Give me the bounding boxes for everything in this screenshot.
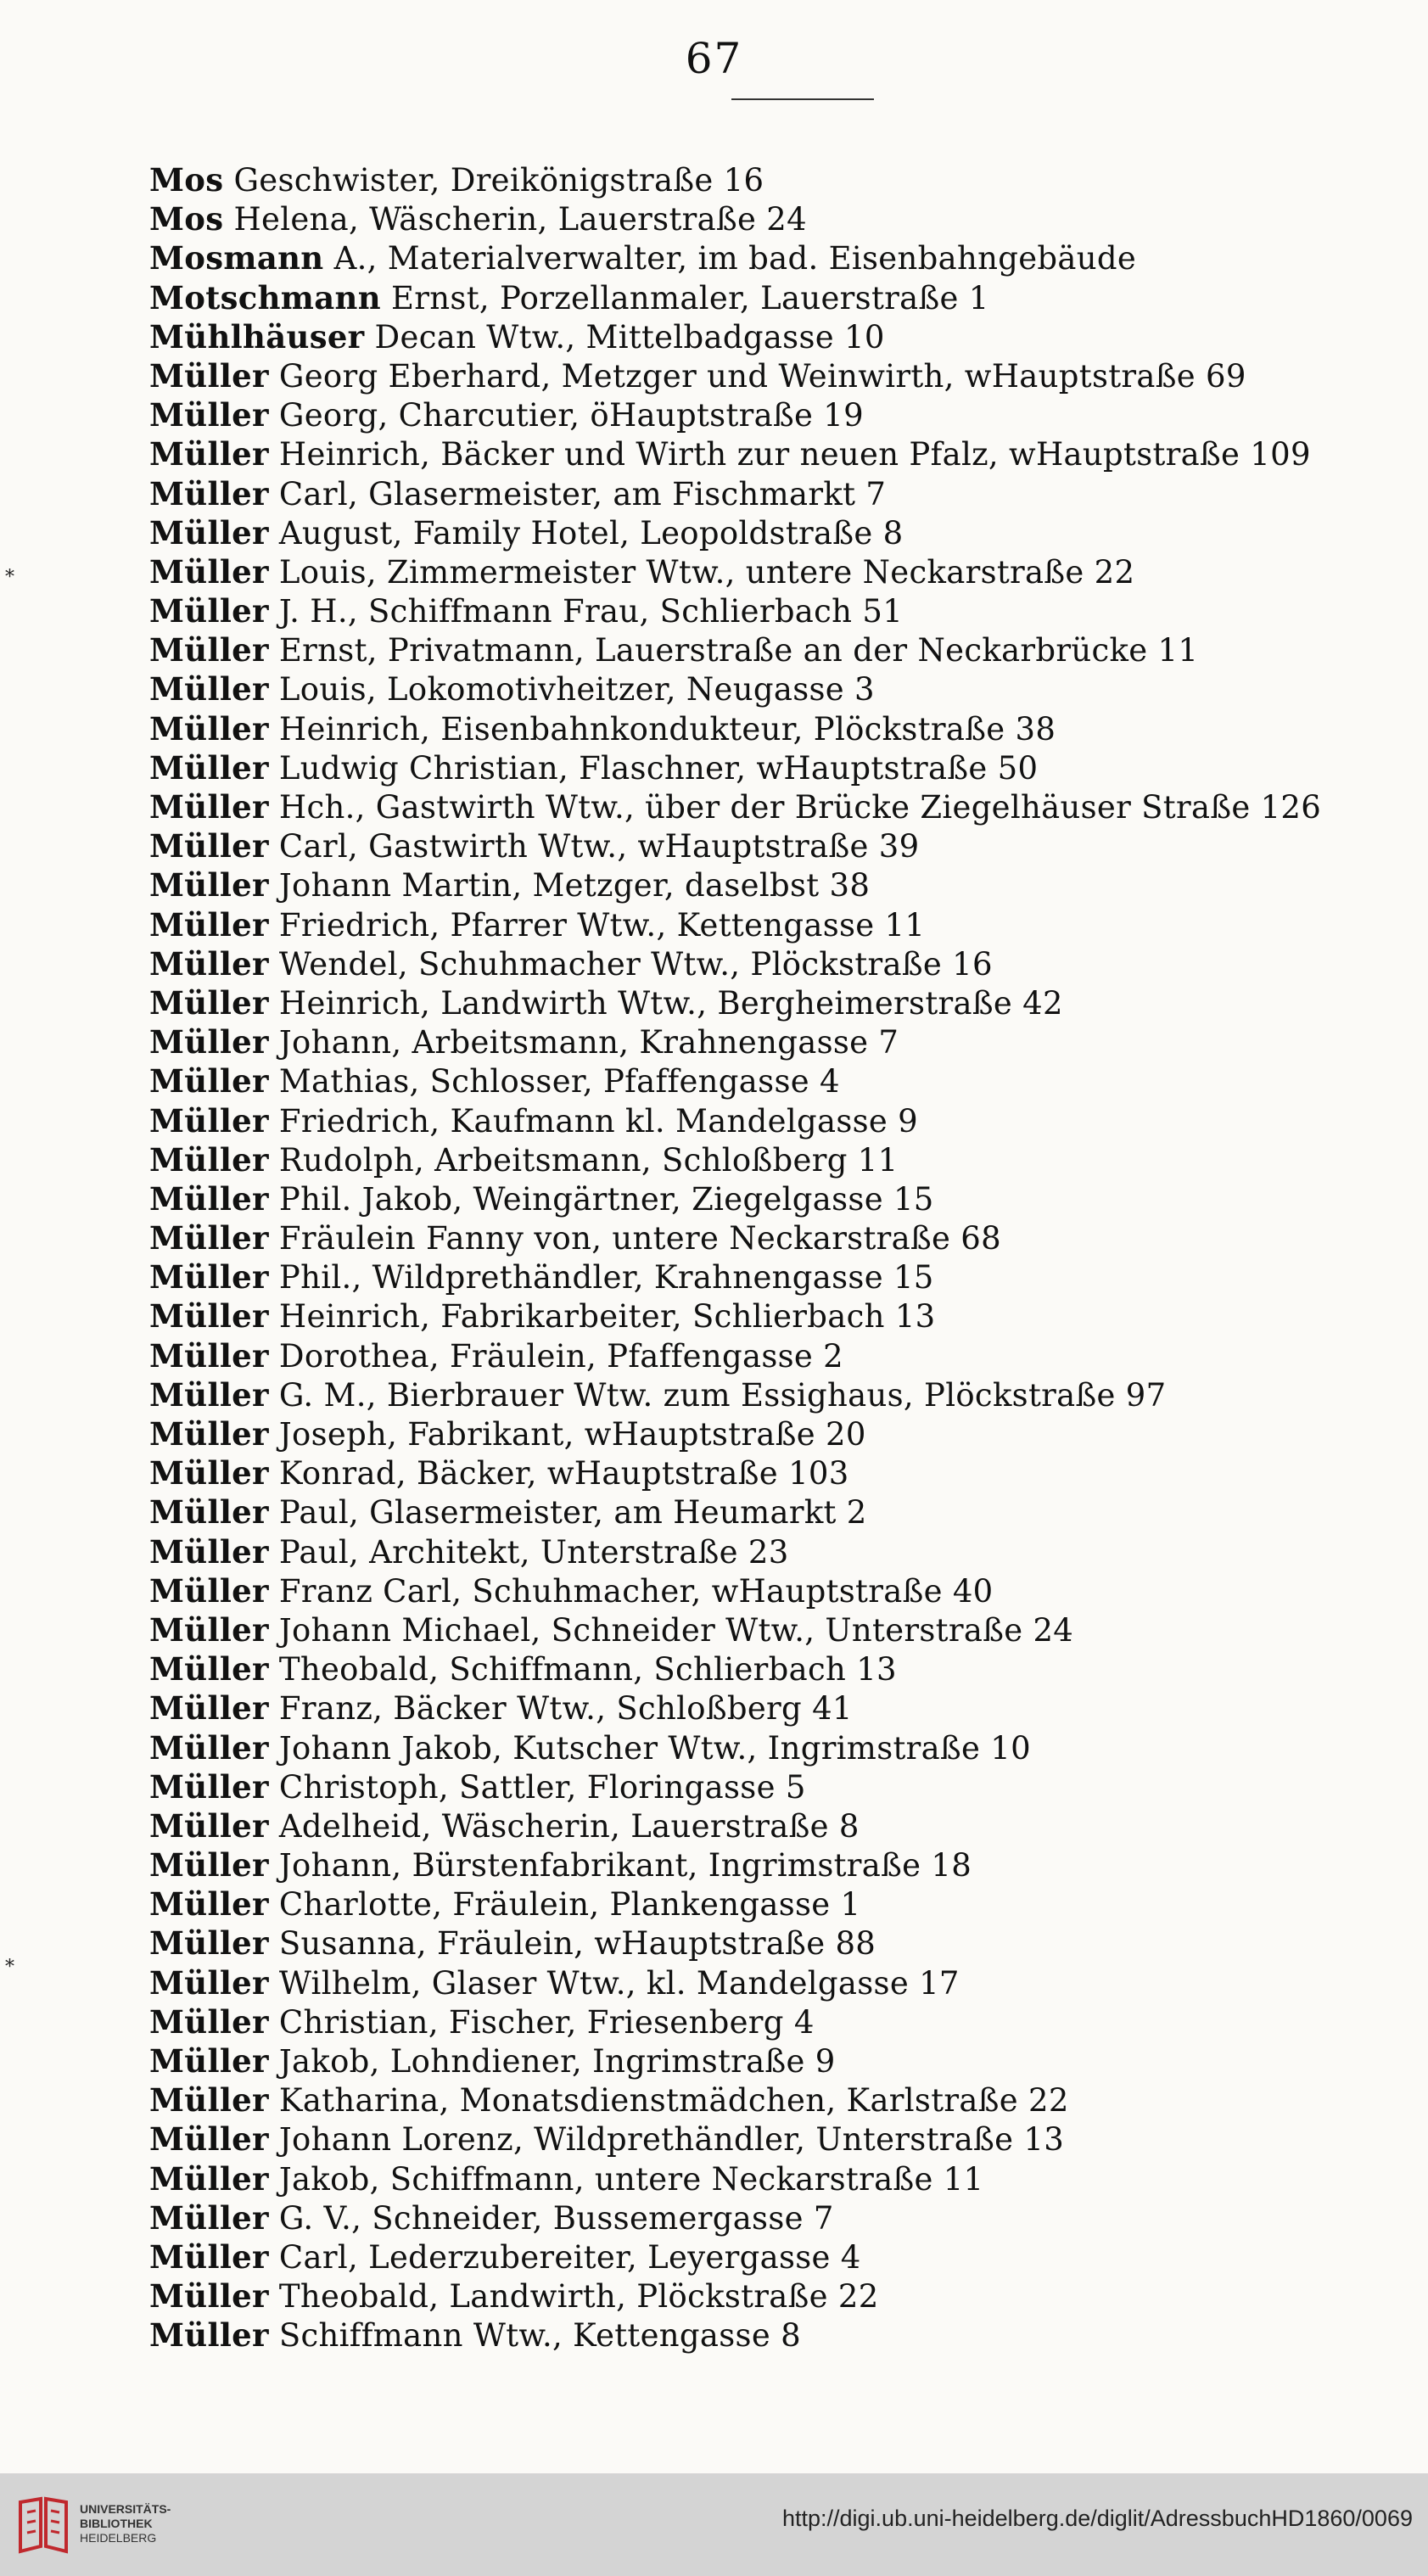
- entry-surname: Müller: [149, 1493, 269, 1532]
- entry-surname: Müller: [149, 1415, 269, 1453]
- directory-entry: [149, 1218, 1405, 1257]
- entry-details: A., Materialverwalter, im bad. Eisenbahngebäude: [333, 240, 1137, 277]
- directory-entry: [149, 2198, 1405, 2237]
- directory-entry: [149, 1963, 1405, 2002]
- entry-surname: Müller: [149, 1689, 269, 1728]
- entry-surname: Müller: [149, 1219, 269, 1257]
- directory-entry: [149, 1296, 1405, 1336]
- entry-surname: Müller: [149, 866, 269, 904]
- entry-details: Heinrich, Bäcker und Wirth zur neuen Pfalz, wHauptstraße 109: [278, 436, 1311, 473]
- entry-surname: Müller: [149, 1297, 269, 1336]
- entry-details: Heinrich, Fabrikarbeiter, Schlierbach 13: [278, 1298, 936, 1336]
- directory-entry: [149, 1140, 1405, 1179]
- entry-details: Johann Jakob, Kutscher Wtw., Ingrimstraße 10: [278, 1729, 1031, 1767]
- logo-line: UNIVERSITÄTS-: [80, 2502, 171, 2516]
- entry-surname: Müller: [149, 1336, 269, 1375]
- directory-entries: [149, 160, 1405, 2355]
- directory-entry: [149, 787, 1405, 826]
- page-number-rule: [731, 98, 874, 100]
- directory-entry: [149, 1101, 1405, 1140]
- entry-surname: Müller: [149, 1885, 269, 1924]
- directory-entry: [149, 238, 1405, 277]
- entry-surname: Müller: [149, 983, 269, 1022]
- entry-details: Louis, Zimmermeister Wtw., untere Neckarstraße 22: [278, 553, 1135, 591]
- entry-details: Louis, Lokomotivheitzer, Neugasse 3: [278, 671, 875, 708]
- source-url-link[interactable]: http://digi.ub.uni-heidelberg.de/diglit/AdressbuchHD1860/0069: [781, 2506, 1413, 2531]
- entry-surname: Müller: [149, 1728, 269, 1767]
- entry-surname: Müller: [149, 2237, 269, 2276]
- entry-details: Jakob, Lohndiener, Ingrimstraße 9: [278, 2043, 836, 2080]
- entry-surname: Müller: [149, 944, 269, 983]
- directory-entry: [149, 1414, 1405, 1453]
- directory-entry: [149, 2080, 1405, 2120]
- margin-mark: *: [5, 567, 14, 588]
- directory-entry: [149, 1179, 1405, 1218]
- entry-details: Theobald, Landwirth, Plöckstraße 22: [278, 2278, 879, 2316]
- directory-entry: [149, 1649, 1405, 1688]
- entry-details: Christoph, Sattler, Floringasse 5: [278, 1768, 806, 1806]
- entry-surname: Müller: [149, 631, 269, 669]
- directory-entry: [149, 1728, 1405, 1767]
- entry-details: Dorothea, Fräulein, Pfaffengasse 2: [278, 1337, 843, 1375]
- directory-entry: [149, 944, 1405, 983]
- entry-details: Franz, Bäcker Wtw., Schloßberg 41: [278, 1690, 853, 1728]
- entry-surname: Müller: [149, 2002, 269, 2041]
- directory-entry: [149, 905, 1405, 944]
- entry-surname: Müller: [149, 1023, 269, 1061]
- directory-entry: [149, 748, 1405, 787]
- entry-surname: Müller: [149, 2042, 269, 2080]
- entry-surname: Müller: [149, 592, 269, 630]
- directory-entry: [149, 1571, 1405, 1610]
- entry-details: Friedrich, Kaufmann kl. Mandelgasse 9: [278, 1102, 919, 1140]
- entry-surname: Müller: [149, 2277, 269, 2316]
- entry-surname: Müller: [149, 1806, 269, 1845]
- entry-surname: Müller: [149, 2316, 269, 2355]
- directory-entry: [149, 199, 1405, 238]
- entry-details: Johann Michael, Schneider Wtw., Unterstraße 24: [278, 1611, 1074, 1649]
- library-logo-icon: [15, 2495, 71, 2555]
- entry-surname: Mühlhäuser: [149, 317, 365, 356]
- entry-surname: Müller: [149, 1767, 269, 1806]
- directory-entry: [149, 317, 1405, 356]
- directory-entry: [149, 709, 1405, 748]
- directory-entry: [149, 2159, 1405, 2198]
- entry-details: Katharina, Monatsdienstmädchen, Karlstraße 22: [278, 2082, 1069, 2120]
- entry-surname: Mosmann: [149, 239, 324, 277]
- directory-entry: [149, 2316, 1405, 2355]
- entry-surname: Müller: [149, 1375, 269, 1414]
- entry-details: Rudolph, Arbeitsmann, Schloßberg 11: [278, 1141, 899, 1179]
- entry-surname: Müller: [149, 1532, 269, 1571]
- entry-details: Adelheid, Wäscherin, Lauerstraße 8: [278, 1807, 860, 1845]
- entry-surname: Müller: [149, 1179, 269, 1218]
- entry-details: Wendel, Schuhmacher Wtw., Plöckstraße 16: [278, 945, 993, 983]
- directory-entry: [149, 591, 1405, 630]
- entry-details: August, Family Hotel, Leopoldstraße 8: [278, 514, 904, 552]
- entry-details: Christian, Fischer, Friesenberg 4: [278, 2003, 815, 2041]
- entry-surname: Müller: [149, 474, 269, 512]
- entry-surname: Müller: [149, 2159, 269, 2198]
- entry-surname: Müller: [149, 435, 269, 473]
- entry-details: G. V., Schneider, Bussemergasse 7: [278, 2199, 834, 2237]
- directory-entry: [149, 865, 1405, 904]
- logo-line: BIBLIOTHEK: [80, 2517, 153, 2530]
- entry-surname: Müller: [149, 1454, 269, 1492]
- page-number: 67: [685, 34, 743, 83]
- entry-surname: Müller: [149, 827, 269, 865]
- entry-surname: Müller: [149, 1062, 269, 1100]
- entry-details: Hch., Gastwirth Wtw., über der Brücke Ziegelhäuser Straße 126: [278, 789, 1322, 826]
- entry-surname: Müller: [149, 788, 269, 826]
- entry-details: Johann, Arbeitsmann, Krahnengasse 7: [278, 1024, 899, 1061]
- directory-entry: [149, 1806, 1405, 1845]
- entry-surname: Müller: [149, 396, 269, 434]
- entry-details: Theobald, Schiffmann, Schlierbach 13: [278, 1651, 897, 1688]
- directory-entry: [149, 983, 1405, 1022]
- entry-details: Heinrich, Landwirth Wtw., Bergheimerstraße 42: [278, 984, 1063, 1022]
- logo-line: HEIDELBERG: [80, 2531, 157, 2545]
- entry-surname: Müller: [149, 748, 269, 787]
- entry-details: Joseph, Fabrikant, wHauptstraße 20: [278, 1416, 866, 1453]
- entry-details: Paul, Architekt, Unterstraße 23: [278, 1533, 789, 1571]
- entry-details: Carl, Glasermeister, am Fischmarkt 7: [278, 475, 887, 512]
- entry-surname: Müller: [149, 1610, 269, 1649]
- entry-surname: Müller: [149, 2081, 269, 2120]
- entry-surname: Müller: [149, 1846, 269, 1884]
- entry-surname: Müller: [149, 905, 269, 944]
- entry-details: Mathias, Schlosser, Pfaffengasse 4: [278, 1063, 840, 1100]
- entry-details: Phil. Jakob, Weingärtner, Ziegelgasse 15: [278, 1180, 934, 1218]
- entry-details: Franz Carl, Schuhmacher, wHauptstraße 40: [278, 1572, 994, 1610]
- entry-details: Schiffmann Wtw., Kettengasse 8: [278, 2317, 801, 2355]
- entry-details: Ernst, Privatmann, Lauerstraße an der Neckarbrücke 11: [278, 632, 1199, 669]
- directory-entry: [149, 356, 1405, 395]
- directory-entry: [149, 630, 1405, 669]
- entry-details: Decan Wtw., Mittelbadgasse 10: [374, 318, 885, 356]
- entry-details: Phil., Wildprethändler, Krahnengasse 15: [278, 1259, 934, 1296]
- entry-surname: Müller: [149, 709, 269, 748]
- entry-surname: Müller: [149, 1963, 269, 2002]
- directory-entry: [149, 2041, 1405, 2080]
- entry-details: Carl, Gastwirth Wtw., wHauptstraße 39: [278, 828, 920, 865]
- directory-entry: [149, 160, 1405, 199]
- entry-surname: Müller: [149, 2120, 269, 2159]
- directory-entry: [149, 2276, 1405, 2316]
- entry-surname: Müller: [149, 2198, 269, 2237]
- entry-surname: Müller: [149, 1650, 269, 1688]
- entry-surname: Müller: [149, 1571, 269, 1610]
- entry-surname: Müller: [149, 670, 269, 708]
- entry-details: Wilhelm, Glaser Wtw., kl. Mandelgasse 17: [278, 1964, 960, 2002]
- directory-entry: [149, 1767, 1405, 1806]
- entry-surname: Müller: [149, 1140, 269, 1179]
- entry-details: Johann, Bürstenfabrikant, Ingrimstraße 18: [278, 1847, 972, 1884]
- entry-surname: Müller: [149, 1924, 269, 1963]
- directory-entry: [149, 1688, 1405, 1728]
- directory-entry: [149, 1845, 1405, 1884]
- entry-details: Georg Eberhard, Metzger und Weinwirth, wHauptstraße 69: [278, 357, 1246, 395]
- directory-entry: [149, 1610, 1405, 1649]
- library-logo[interactable]: [15, 2495, 185, 2555]
- directory-entry: [149, 2237, 1405, 2276]
- entry-details: Susanna, Fräulein, wHauptstraße 88: [278, 1925, 876, 1963]
- entry-details: Heinrich, Eisenbahnkondukteur, Plöckstraße 38: [278, 710, 1056, 748]
- entry-details: Ludwig Christian, Flaschner, wHauptstraße 50: [278, 749, 1039, 787]
- entry-details: G. M., Bierbrauer Wtw. zum Essighaus, Plöckstraße 97: [278, 1376, 1167, 1414]
- directory-entry: [149, 1924, 1405, 1963]
- directory-entry: [149, 1492, 1405, 1532]
- directory-entry: [149, 669, 1405, 708]
- directory-entry: [149, 2120, 1405, 2159]
- directory-entry: [149, 1453, 1405, 1492]
- entry-details: Geschwister, Dreikönigstraße 16: [233, 162, 764, 199]
- entry-details: Charlotte, Fräulein, Plankengasse 1: [278, 1886, 861, 1924]
- entry-details: Fräulein Fanny von, untere Neckarstraße 68: [278, 1220, 1001, 1257]
- entry-surname: Mos: [149, 200, 224, 238]
- directory-entry: [149, 826, 1405, 865]
- directory-entry: [149, 1884, 1405, 1924]
- entry-details: Jakob, Schiffmann, untere Neckarstraße 11: [278, 2160, 984, 2198]
- margin-mark: *: [5, 1957, 14, 1978]
- entry-details: Ernst, Porzellanmaler, Lauerstraße 1: [390, 279, 989, 316]
- directory-entry: [149, 278, 1405, 317]
- directory-entry: [149, 1375, 1405, 1414]
- directory-entry: [149, 1336, 1405, 1375]
- entry-surname: Müller: [149, 552, 269, 591]
- footer-bar: [0, 2473, 1428, 2576]
- entry-details: Friedrich, Pfarrer Wtw., Kettengasse 11: [278, 906, 926, 944]
- entry-surname: Müller: [149, 1258, 269, 1296]
- entry-surname: Müller: [149, 1101, 269, 1140]
- directory-entry: [149, 1257, 1405, 1296]
- entry-details: J. H., Schiffmann Frau, Schlierbach 51: [278, 593, 904, 630]
- entry-details: Johann Lorenz, Wildprethändler, Unterstraße 13: [278, 2121, 1065, 2159]
- directory-entry: [149, 1532, 1405, 1571]
- directory-entry: [149, 434, 1405, 473]
- entry-details: Georg, Charcutier, öHauptstraße 19: [278, 397, 864, 434]
- entry-details: Paul, Glasermeister, am Heumarkt 2: [278, 1494, 867, 1532]
- directory-entry: [149, 552, 1405, 591]
- entry-surname: Müller: [149, 356, 269, 395]
- directory-entry: [149, 1061, 1405, 1100]
- directory-entry: [149, 2002, 1405, 2041]
- entry-details: Konrad, Bäcker, wHauptstraße 103: [278, 1455, 849, 1492]
- directory-entry: [149, 474, 1405, 513]
- entry-surname: Mos: [149, 161, 224, 199]
- entry-details: Johann Martin, Metzger, daselbst 38: [278, 867, 871, 904]
- entry-surname: Motschmann: [149, 278, 381, 316]
- library-logo-text: [80, 2502, 171, 2545]
- entry-details: Helena, Wäscherin, Lauerstraße 24: [233, 201, 807, 238]
- entry-surname: Müller: [149, 513, 269, 552]
- entry-details: Carl, Lederzubereiter, Leyergasse 4: [278, 2238, 861, 2276]
- directory-entry: [149, 513, 1405, 552]
- directory-entry: [149, 1022, 1405, 1061]
- directory-entry: [149, 395, 1405, 434]
